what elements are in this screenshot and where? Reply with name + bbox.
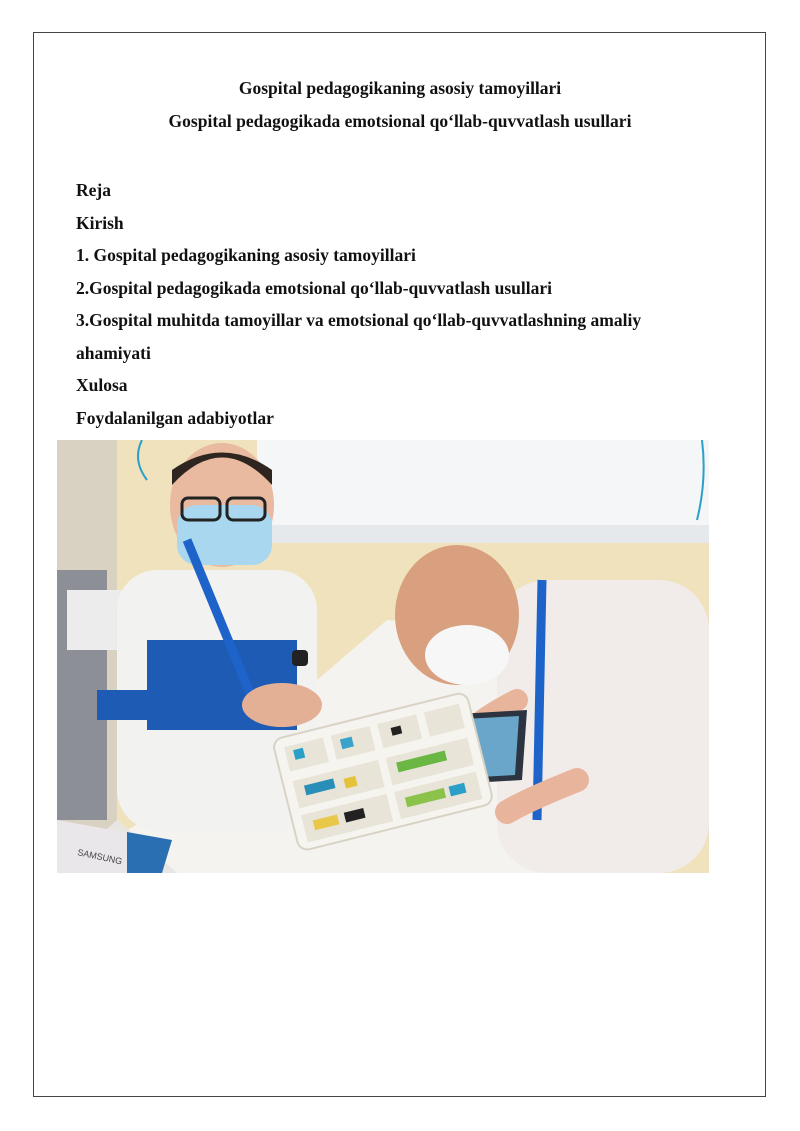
plan-section bbox=[76, 174, 716, 434]
document-title: Gospital pedagogikaning asosiy tamoyillari bbox=[238, 78, 562, 98]
plan-item-2: 2.Gospital pedagogikada emotsional qo‘llab-quvvatlash usullari bbox=[76, 277, 553, 298]
plan-item-3: 3.Gospital muhitda tamoyillar va emotsional qo‘llab-quvvatlashning amaliy bbox=[76, 310, 642, 330]
boy-torso bbox=[497, 580, 709, 873]
plan-item-3-continued: ahamiyati bbox=[76, 342, 151, 363]
tablet-brand: SAMSUNG bbox=[76, 847, 124, 867]
document-subtitle: Gospital pedagogikada emotsional qo‘llab-quvvatlash usullari bbox=[168, 111, 632, 131]
plan-item-1: 1. Gospital pedagogikaning asosiy tamoyillari bbox=[76, 245, 416, 265]
plan-item-conclusion: Xulosa bbox=[76, 375, 128, 395]
plan-heading: Reja bbox=[76, 180, 111, 200]
boy-mask bbox=[425, 625, 509, 685]
plan-item-intro: Kirish bbox=[76, 212, 124, 233]
plan-item-references: Foydalanilgan adabiyotlar bbox=[76, 407, 274, 428]
hospital-classroom-photo bbox=[57, 440, 709, 873]
